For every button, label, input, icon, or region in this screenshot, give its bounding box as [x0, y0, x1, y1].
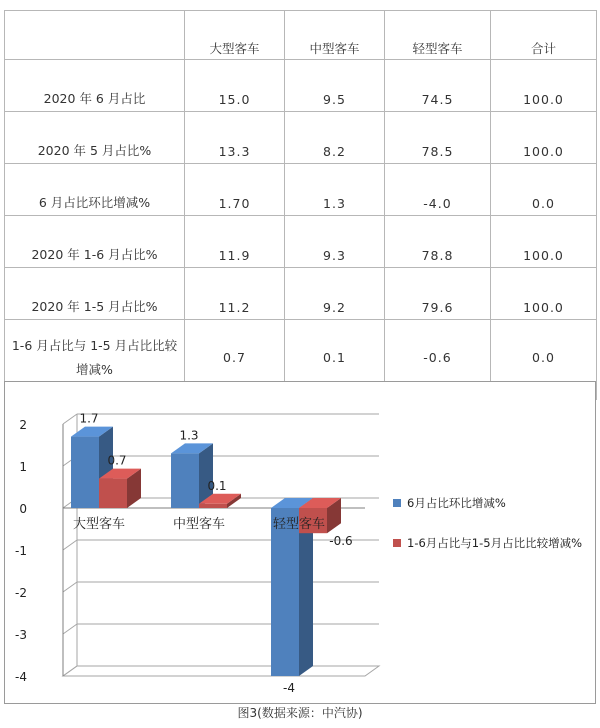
x-category-label: 轻型客车 [272, 517, 326, 532]
y-tick-label: -3 [15, 628, 27, 642]
legend-swatch-blue [393, 499, 401, 507]
share-table [4, 10, 597, 400]
table-cell: 11.2 [185, 268, 285, 320]
x-category-label: 大型客车 [72, 517, 126, 532]
data-label: 0.7 [107, 453, 127, 468]
header-cell-total: 合计 [491, 11, 597, 60]
table-cell: 1.3 [285, 164, 385, 216]
data-label: -4 [283, 681, 295, 695]
table-cell: 13.3 [185, 112, 285, 164]
table-cell: 74.5 [385, 60, 491, 112]
data-label: 0.1 [207, 478, 227, 493]
table-row [5, 112, 597, 164]
row-label: 6 月占比环比增减% [5, 164, 185, 216]
table-cell: 9.2 [285, 268, 385, 320]
bar-series-2 [99, 479, 127, 508]
gridline-depth [63, 414, 77, 424]
y-tick-label: -2 [15, 586, 27, 600]
row-label: 1-6 月占比与 1-5 月占比比较增减% [5, 320, 185, 400]
row-label: 2020 年 6 月占比 [5, 60, 185, 112]
table-cell: 78.8 [385, 216, 491, 268]
header-cell-empty [5, 11, 185, 60]
data-table-container [4, 10, 596, 400]
floor-outline [63, 666, 379, 676]
table-row [5, 60, 597, 112]
y-tick-label: 2 [19, 418, 27, 432]
table-cell: 100.0 [491, 60, 597, 112]
header-cell-medium-bus: 中型客车 [285, 11, 385, 60]
table-cell: 9.5 [285, 60, 385, 112]
table-cell: 0.1 [285, 320, 385, 400]
table-cell: 8.2 [285, 112, 385, 164]
x-category-label: 中型客车 [172, 517, 226, 532]
table-row [5, 216, 597, 268]
gridline-depth [63, 624, 77, 634]
y-tick-label: 0 [19, 502, 27, 516]
table-cell: 1.70 [185, 164, 285, 216]
chart-legend [393, 494, 593, 574]
row-label: 2020 年 5 月占比% [5, 112, 185, 164]
table-header-row [5, 11, 597, 60]
table-cell: 100.0 [491, 268, 597, 320]
data-label: 1.3 [179, 428, 199, 443]
gridline-depth [63, 582, 77, 592]
data-label: -0.6 [329, 534, 353, 549]
figure-caption: 图3(数据来源：中汽协) [237, 706, 363, 720]
row-label: 2020 年 1-5 月占比% [5, 268, 185, 320]
row-label: 2020 年 1-6 月占比% [5, 216, 185, 268]
table-cell: 100.0 [491, 216, 597, 268]
bar-series-2 [199, 504, 227, 508]
bar-series-1 [71, 437, 99, 508]
legend-label: 1-6月占比与1-5月占比比较增减% [407, 536, 582, 550]
legend-item-series-2 [393, 534, 593, 552]
y-tick-label: 1 [19, 460, 27, 474]
legend-item-series-1 [393, 494, 593, 512]
legend-swatch-red [393, 539, 401, 547]
table-cell: 78.5 [385, 112, 491, 164]
y-tick-label: -4 [15, 670, 27, 684]
gridline-depth [63, 540, 77, 550]
header-cell-light-bus: 轻型客车 [385, 11, 491, 60]
table-cell: 0.7 [185, 320, 285, 400]
table-row [5, 164, 597, 216]
bar-series-1 [271, 508, 299, 676]
table-cell: 0.0 [491, 320, 597, 400]
table-cell: 100.0 [491, 112, 597, 164]
legend-label: 6月占比环比增减% [407, 496, 506, 510]
y-tick-label: -1 [15, 544, 27, 558]
table-cell: 0.0 [491, 164, 597, 216]
data-label: 1.7 [79, 411, 99, 426]
header-cell-large-bus: 大型客车 [185, 11, 285, 60]
table-cell: 9.3 [285, 216, 385, 268]
table-cell: 11.9 [185, 216, 285, 268]
table-cell: -0.6 [385, 320, 491, 400]
table-cell: 79.6 [385, 268, 491, 320]
chart-frame [4, 381, 596, 704]
bar-series-1 [171, 453, 199, 508]
table-cell: -4.0 [385, 164, 491, 216]
table-row [5, 268, 597, 320]
table-cell: 15.0 [185, 60, 285, 112]
